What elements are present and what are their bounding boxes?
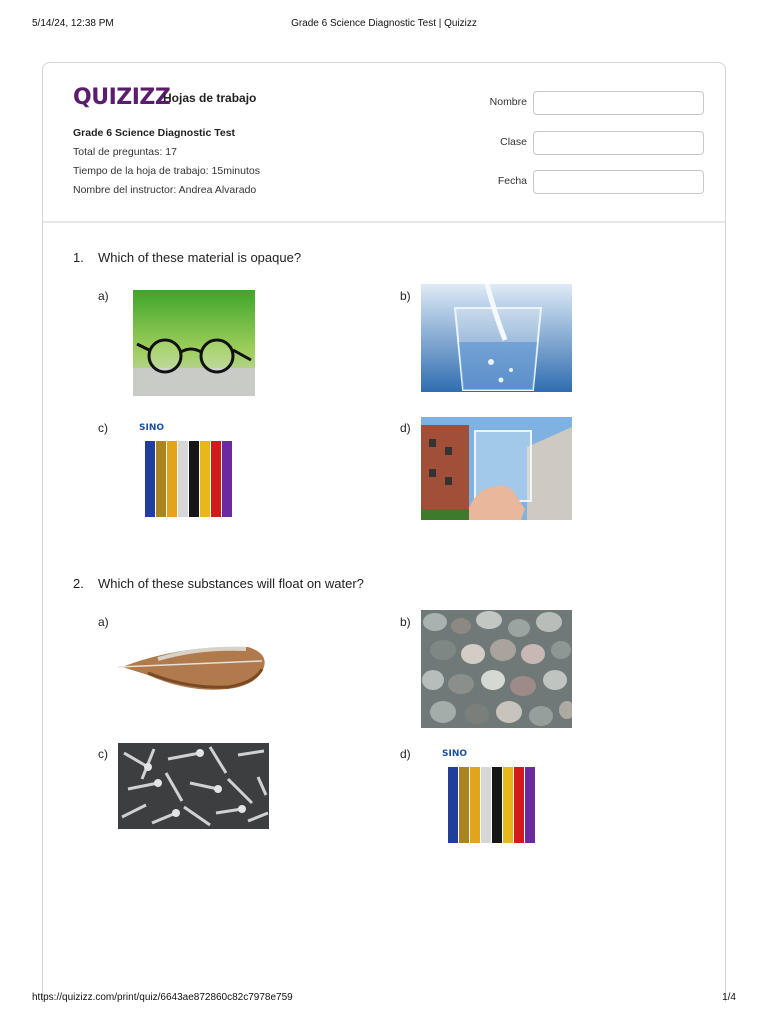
option-letter: d) (400, 421, 411, 435)
total-questions: Total de preguntas: 17 (73, 146, 177, 158)
date-field-row (453, 170, 693, 194)
quiz-title: Grade 6 Science Diagnostic Test (73, 127, 236, 139)
print-date: 5/14/24, 12:38 PM (32, 18, 114, 29)
pebbles-image (421, 610, 572, 728)
metal-screws-image (118, 743, 269, 829)
name-field-row (453, 91, 693, 115)
print-footer (32, 992, 736, 1006)
worksheet-time: Tiempo de la hoja de trabajo: 15minutos (73, 165, 260, 177)
option-letter: a) (98, 289, 109, 303)
name-label: Nombre (489, 96, 527, 108)
colored-vinyl-rolls-image (436, 743, 558, 849)
question-text: Which of these material is opaque? (98, 250, 302, 265)
sino-logo: SINO (442, 749, 468, 759)
print-title: Grade 6 Science Diagnostic Test | Quizizz (291, 18, 477, 29)
worksheet (42, 62, 726, 1002)
print-header (32, 18, 736, 32)
class-field-row (453, 131, 693, 155)
class-label: Clase (500, 136, 527, 148)
question-number: 2. (73, 576, 84, 591)
option-letter: c) (98, 747, 108, 761)
print-url: https://quizizz.com/print/quiz/6643ae872860c82c7978e759 (32, 992, 293, 1003)
question-number: 1. (73, 250, 84, 265)
page-number: 1/4 (722, 992, 736, 1003)
class-input[interactable] (533, 131, 704, 155)
sino-logo: SINO (139, 423, 165, 433)
instructor-name: Nombre del instructor: Andrea Alvarado (73, 184, 257, 196)
date-label: Fecha (497, 175, 527, 187)
feather-image (118, 637, 268, 699)
quizizz-logo: QUIZIZZ (73, 85, 171, 110)
question-text: Which of these substances will float on water? (98, 576, 364, 591)
option-letter: d) (400, 747, 411, 761)
eyeglasses-image (133, 290, 255, 396)
date-input[interactable] (533, 170, 704, 194)
worksheet-header (43, 63, 725, 223)
option-letter: a) (98, 615, 109, 629)
logo-subtitle: Hojas de trabajo (163, 91, 257, 105)
name-input[interactable] (533, 91, 704, 115)
option-letter: b) (400, 615, 411, 629)
option-letter: b) (400, 289, 411, 303)
colored-vinyl-rolls-image (133, 417, 255, 523)
glass-of-water-image (421, 284, 572, 392)
option-letter: c) (98, 421, 108, 435)
glass-sheet-image (421, 417, 572, 520)
